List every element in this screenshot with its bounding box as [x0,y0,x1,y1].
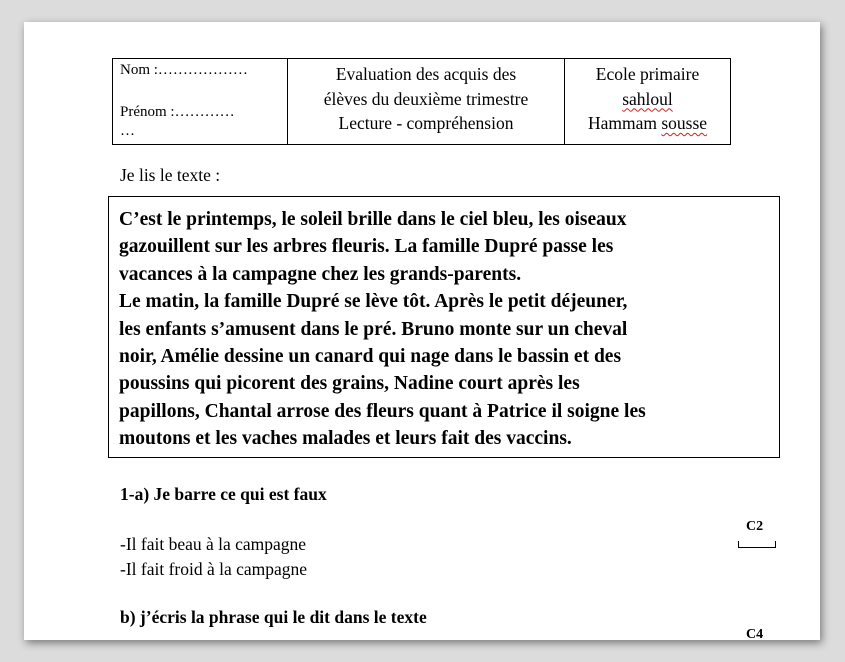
answer-option-1[interactable]: -Il fait beau à la campagne [120,534,307,554]
text-line: vacances à la campagne chez les grands-parents. [119,263,522,285]
text-line: gazouillent sur les arbres fleuris. La famille Dupré passe les [119,236,614,258]
evaluation-title-line-3: Lecture - compréhension [338,113,514,133]
criterion-c2-score-box[interactable] [738,541,776,548]
text-line: Le matin, la famille Dupré se lève tôt. Après le petit déjeuner, [119,291,628,313]
school-cell [565,59,730,144]
text-line: noir, Amélie dessine un canard qui nage dans le bassin et des [119,346,622,368]
text-line: les enfants s’amusent dans le pré. Bruno monte sur un cheval [119,318,628,340]
text-line: C’est le printemps, le soleil brille dans le ciel bleu, les oiseaux [119,209,627,230]
reading-text-box [108,196,780,458]
text-line: moutons et les vaches malades et leurs fait des vaccins. [119,428,572,450]
student-info-cell [113,59,288,144]
question-1a: 1-a) Je barre ce qui est faux [120,484,327,504]
school-line-1: Ecole primaire [595,64,700,84]
nom-field: Nom :……………… [120,62,248,78]
evaluation-title-cell [288,59,565,144]
prenom-continuation: … [120,123,135,139]
header-table [112,58,731,145]
answer-option-2[interactable]: -Il fait froid à la campagne [120,559,308,579]
text-line: poussins qui picorent des grains, Nadine court après les [119,373,580,395]
question-1b: b) j’écris la phrase qui le dit dans le texte [120,607,427,627]
prenom-field: Prénom :………… [120,104,235,120]
criterion-c4-label: C4 [746,627,764,640]
criterion-c2-label: C2 [746,519,764,534]
worksheet-page [24,22,820,640]
school-line-2: sahloul [622,88,673,109]
school-line-3a: Hammam [587,113,657,133]
school-line-3b: sousse [661,113,708,133]
evaluation-title-line-1: Evaluation des acquis des [335,64,517,84]
reading-instruction: Je lis le texte : [120,165,221,185]
evaluation-title-line-2: élèves du deuxième trimestre [323,88,529,109]
text-line: papillons, Chantal arrose des fleurs quant à Patrice il soigne les [119,400,646,422]
